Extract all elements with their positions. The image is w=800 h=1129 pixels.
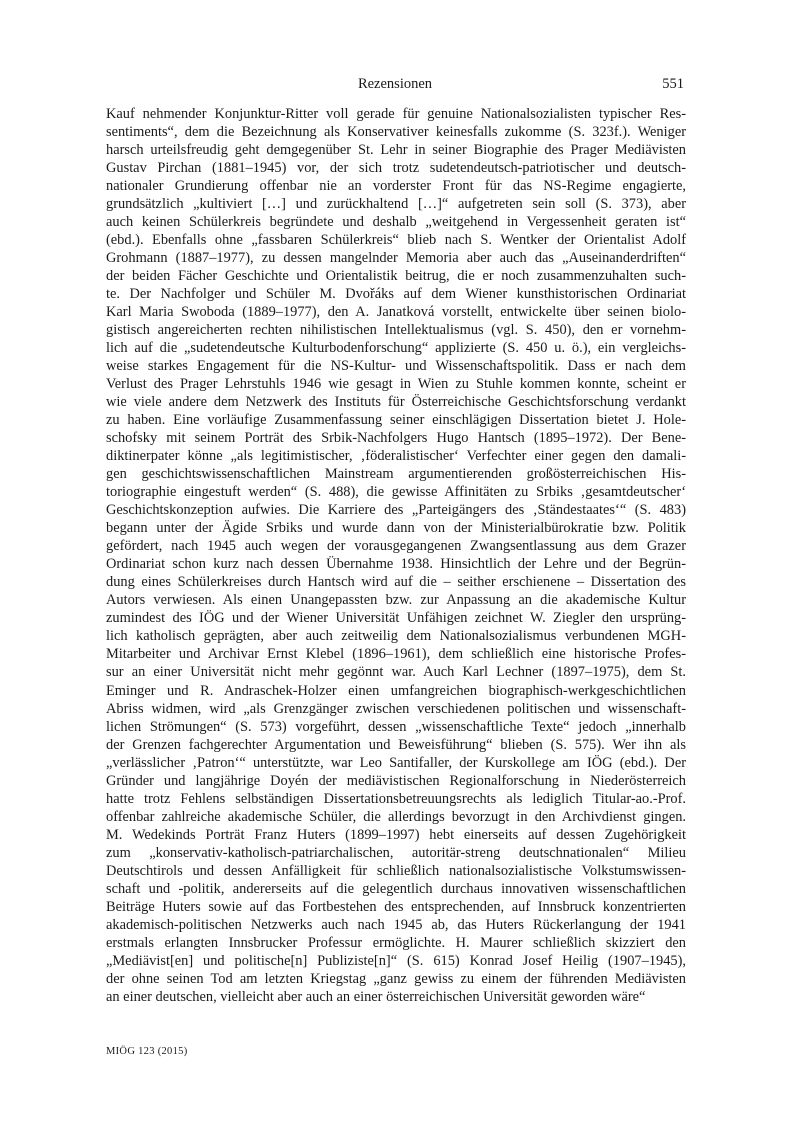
text-line: dung eines Schülerkreises durch Hantsch wird auf die – seither erschienene – Dissertation des	[106, 574, 686, 591]
text-line: Verlust des Prager Lehrstuhls 1946 wie gesagt in Wien zu Stuhle kommen konnte, scheint er	[106, 376, 686, 393]
text-line: Deutschtirols und dessen Anfälligkeit für schließlich nationalsozialistische Volkstumswissen-	[106, 862, 686, 879]
text-line: Mitarbeiter und Archivar Ernst Klebel (1896–1961), dem schließlich eine historische Profes-	[106, 646, 686, 663]
text-line: Ordinariat schon kurz nach dessen Übernahme 1938. Hinsichtlich der Lehre und der Begrün-	[106, 556, 686, 573]
page-number: 551	[662, 76, 684, 92]
review-body-text	[106, 105, 686, 1006]
text-line: hatte trotz Fehlens selbständigen Dissertationsbetreuungsrechts als lediglich Titular-ao.-Prof.	[106, 790, 686, 807]
text-line: sentiments“, dem die Bezeichnung als Konservativer keinesfalls zukomme (S. 323f.). Weniger	[106, 124, 686, 141]
text-line: grundsätzlich „kultiviert […] und zurückhaltend […]“ aufgetreten sein soll (S. 373), aber	[106, 196, 686, 213]
text-line: wie viele andere dem Netzwerk des Instituts für Österreichische Geschichtsforschung verdankt	[106, 394, 686, 411]
text-line: Karl Maria Swoboda (1889–1977), den A. Janatková vorstellt, entwickelte über seinen biolo-	[106, 304, 686, 321]
text-line: Eminger und R. Andraschek-Holzer einen umfangreichen biographisch-werkgeschichtlichen	[106, 682, 686, 699]
text-line: toriographie eingestuft werden“ (S. 488), die gewisse Affinitäten zu Srbiks ‚gesamtdeutscher‘	[106, 484, 686, 501]
text-line: zumindest des IÖG und der Wiener Universität Unfähigen zeichnet W. Ziegler den ursprüng-	[106, 610, 686, 627]
text-line: Gustav Pirchan (1881–1945) vor, der sich trotz sudetendeutsch-patriotischer und deutsch-	[106, 160, 686, 177]
text-line: „verlässlicher ‚Patron‘“ unterstützte, war Leo Santifaller, der Kurskollege am IÖG (ebd.). Der	[106, 754, 686, 771]
text-line: gen geschichtswissenschaftlichen Mainstream argumentierenden großösterreichischen His-	[106, 466, 686, 483]
text-line: schofsky mit seinem Porträt des Srbik-Nachfolgers Hugo Hantsch (1895–1972). Der Bene-	[106, 430, 686, 447]
text-line: zu haben. Eine vorläufige Zusammenfassung seiner einschlägigen Dissertation bietet J. Hole-	[106, 412, 686, 429]
journal-footer: MIÖG 123 (2015)	[106, 1046, 188, 1057]
text-line: akademisch-politischen Netzwerks auch nach 1945 ab, das Huters Rückerlangung der 1941	[106, 916, 686, 933]
text-line: Kauf nehmender Konjunktur-Ritter voll gerade für genuine Nationalsozialisten typischer Res-	[106, 106, 686, 122]
text-line: auch keinen Schülerkreis begründete und deshalb „weitgehend in Vergessenheit geraten ist“	[106, 214, 686, 231]
text-line: M. Wedekinds Porträt Franz Huters (1899–1997) hebt einerseits auf dessen Zugehörigkeit	[106, 826, 686, 843]
text-line: „Mediävist[en] und politische[n] Publiziste[n]“ (S. 615) Konrad Josef Heilig (1907–1945),	[106, 952, 686, 969]
text-line: an einer deutschen, vielleicht aber auch an einer österreichischen Universität geworden wäre“	[106, 988, 646, 1005]
text-line: weise starkes Engagement für die NS-Kultur- und Wissenschaftspolitik. Dass er nach dem	[106, 358, 686, 375]
text-line: Grohmann (1887–1977), zu dessen mangelnder Memoria aber auch das „Auseinanderdriften“	[106, 250, 686, 267]
text-line: der Grenzen fachgerechter Argumentation und Beweisführung“ blieben (S. 575). Wer ihn als	[106, 736, 686, 753]
running-header	[106, 76, 684, 94]
text-line: Geschichtskonzeption aufwies. Die Karriere des „Parteigängers des ‚Ständestaates‘“ (S. 483)	[106, 502, 686, 519]
running-title: Rezensionen	[357, 76, 433, 92]
text-line: erstmals erlangten Innsbrucker Professur ermöglichte. H. Maurer schließlich skizziert den	[106, 934, 686, 951]
text-line: der beiden Fächer Geschichte und Orientalistik beitrug, die er noch zusammenzuhalten such-	[106, 268, 686, 285]
text-line: Beiträge Huters sowie auf das Fortbestehen des entsprechenden, auf Innsbruck konzentrierten	[106, 898, 686, 915]
text-line: harsch urteilsfreudig geht demgegenüber St. Lehr in seiner Biographie des Prager Mediävisten	[106, 142, 686, 159]
text-line: gefördert, nach 1945 auch wegen der vorausgegangenen Zwangsentlassung aus dem Grazer	[106, 538, 686, 555]
text-line: der ohne seinen Tod am letzten Kriegstag „ganz gewiss zu einem der führenden Mediävisten	[106, 970, 686, 987]
text-line: lich auf die „sudetendeutsche Kulturbodenforschung“ applizierte (S. 450 u. ö.), ein vergleichs-	[106, 340, 686, 357]
text-line: begann unter der Ägide Srbiks und wurde dann von der Ministerialbürokratie bzw. Politik	[106, 520, 686, 537]
text-line: lichen Strömungen“ (S. 573) vorgeführt, dessen „wissenschaftliche Texte“ jedoch „innerhalb	[106, 718, 686, 735]
text-line: te. Der Nachfolger und Schüler M. Dvořáks auf dem Wiener kunsthistorischen Ordinariat	[106, 286, 686, 303]
text-line: lich katholisch geprägten, aber auch zeitweilig dem Nationalsozialismus verbundenen MGH-	[106, 628, 686, 645]
text-line: Gründer und langjährige Doyén der mediävistischen Regionalforschung in Niederösterreich	[106, 772, 686, 789]
text-line: Autors verwiesen. Als einen Unangepassten bzw. zur Anpassung an die akademische Kultur	[106, 592, 686, 609]
text-line: nationaler Grundierung offenbar nie an vorderster Front für das NS-Regime engagierte,	[106, 178, 686, 195]
text-line: zum „konservativ-katholisch-patriarchalischen, autoritär-streng deutschnationalen“ Milieu	[106, 844, 686, 861]
text-line: sur an einer Universität nicht mehr gegönnt war. Auch Karl Lechner (1897–1975), dem St.	[106, 664, 686, 681]
text-line: schaft und -politik, andererseits auf die gelegentlich durchaus innovativen wissenschaftlichen	[106, 880, 686, 897]
text-line: diktinerpater könne „als legitimistischer, ‚föderalistischer‘ Verfechter einer gegen den damali-	[106, 448, 686, 465]
text-line: (ebd.). Ebenfalls ohne „fassbaren Schülerkreis“ blieb nach S. Wentker der Orientalist Adolf	[106, 232, 686, 249]
text-line: Abriss widmen, wird „als Grenzgänger zwischen verschiedenen politischen und wissenschaft-	[106, 700, 686, 717]
text-line: gistisch angereicherten rechten nihilistischen Intellektualismus (vgl. S. 450), den er vornehm-	[106, 322, 686, 339]
text-line: offenbar zahlreiche akademische Schüler, die allerdings bevorzugt in den Archivdienst gingen.	[106, 808, 686, 825]
